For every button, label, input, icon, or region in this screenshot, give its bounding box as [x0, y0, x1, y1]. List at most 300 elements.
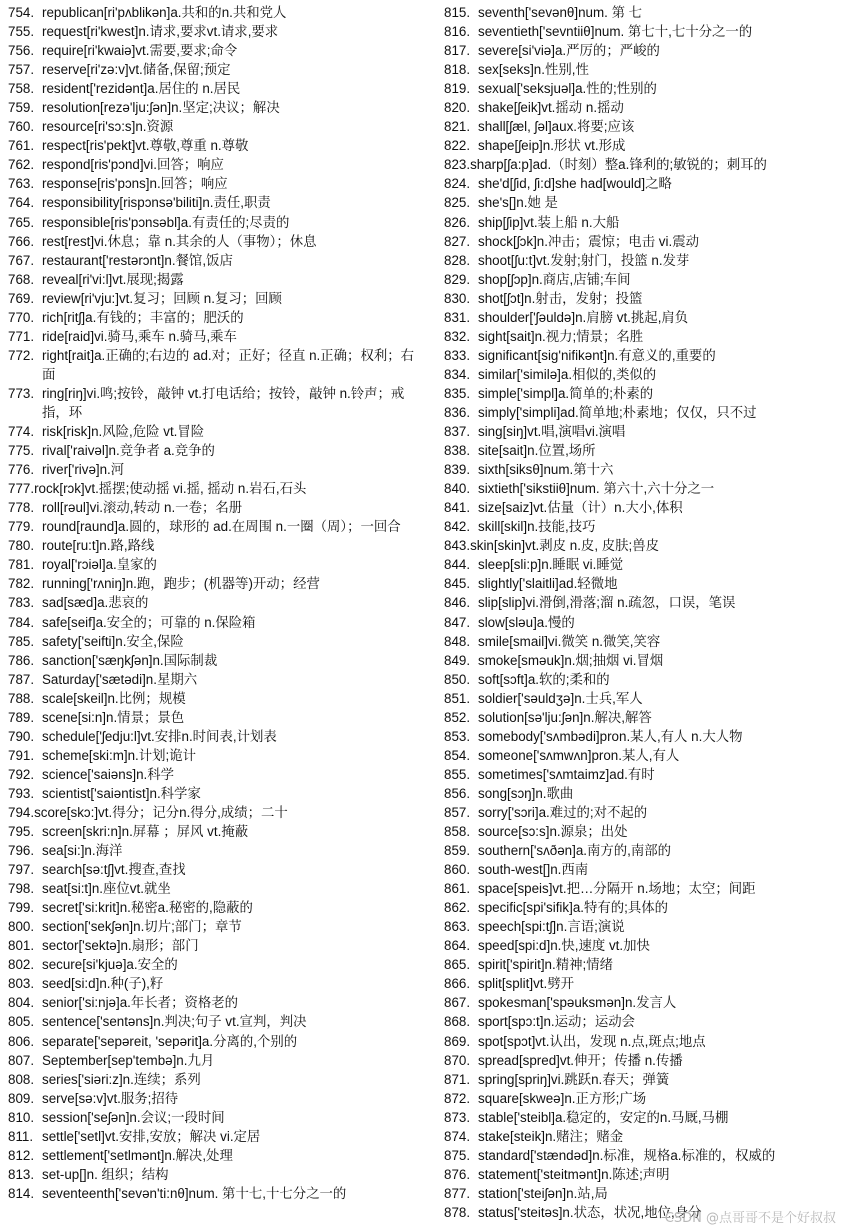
entry-number: 774.: [8, 424, 35, 440]
entry-definition: sight[sait]n.视力;情景；名胜: [478, 328, 644, 344]
entry-number: 852.: [444, 709, 471, 725]
entry-definition: reserve[ri'zə:v]vt.储备,保留;预定: [42, 62, 231, 78]
entry-definition: simple['simpl]a.简单的;朴素的: [478, 385, 654, 401]
entry-definition: shoulder['ʃəuldə]n.肩膀 vt.挑起,肩负: [478, 309, 689, 325]
vocab-entry: [8, 860, 418, 879]
entry-number: 771.: [8, 328, 35, 344]
entry-definition: smile[smail]vi.微笑 n.微笑,笑容: [478, 633, 661, 649]
entry-number: 842.: [444, 519, 471, 535]
entry-definition: split[split]vt.劈开: [478, 976, 574, 992]
vocab-entry: [444, 1012, 840, 1031]
entry-number: 813.: [8, 1166, 35, 1182]
vocab-entry: [444, 632, 840, 651]
entry-definition: spring[spriŋ]vi.跳跃n.春天；弹簧: [478, 1071, 670, 1087]
vocab-entry: [444, 60, 840, 79]
entry-definition: respect[ris'pekt]vt.尊敬,尊重 n.尊敬: [42, 138, 249, 154]
vocab-entry: [8, 765, 418, 784]
vocab-entry: [8, 555, 418, 574]
entry-number: 868.: [444, 1014, 471, 1030]
entry-definition: south-west[]n.西南: [478, 862, 589, 878]
entry-number: 789.: [8, 709, 35, 725]
vocab-entry: [8, 974, 418, 993]
entry-definition: site[sait]n.位置,场所: [478, 443, 596, 459]
entry-number: 798.: [8, 881, 35, 897]
entry-definition: sleep[sli:p]n.睡眠 vi.睡觉: [478, 557, 624, 573]
entry-number: 858.: [444, 824, 471, 840]
vocab-entry: [444, 1070, 840, 1089]
vocab-entry: [444, 1089, 840, 1108]
vocab-entry: [444, 651, 840, 670]
entry-number: 811.: [8, 1128, 34, 1144]
entry-definition: score[skɔ:]vt.得分；记分n.得分,成绩；二十: [34, 804, 288, 820]
entry-number: 870.: [444, 1052, 471, 1068]
entry-number: 853.: [444, 728, 471, 744]
entry-definition: someone['sʌmwʌn]pron.某人,有人: [478, 747, 680, 763]
entry-definition: spot[spɔt]vt.认出，发现 n.点,斑点;地点: [478, 1033, 706, 1049]
entry-definition: request[ri'kwest]n.请求,要求vt.请求,要求: [42, 24, 279, 40]
entry-number: 801.: [8, 938, 35, 954]
entry-definition: slow[sləu]a.慢的: [478, 614, 575, 630]
vocab-entry: [444, 860, 840, 879]
entry-number: 790.: [8, 728, 35, 744]
entry-number: 833.: [444, 347, 471, 363]
entry-definition: reveal[ri'vi:l]vt.展现;揭露: [42, 271, 184, 287]
entry-definition: southern['sʌðən]a.南方的,南部的: [478, 843, 672, 859]
vocab-entry: [8, 632, 418, 651]
vocab-entry: [444, 232, 840, 251]
vocab-entry: [444, 498, 840, 517]
right-word-column: [444, 3, 840, 1222]
vocab-entry: [8, 498, 418, 517]
entry-definition: series['siəri:z]n.连续；系列: [42, 1071, 201, 1087]
entry-number: 761.: [8, 138, 35, 154]
entry-number: 804.: [8, 995, 35, 1011]
entry-definition: safety['seifti]n.安全,保险: [42, 633, 184, 649]
entry-number: 837.: [444, 424, 471, 440]
entry-number: 812.: [8, 1147, 35, 1163]
entry-number: 791.: [8, 747, 35, 763]
vocab-entry: [444, 193, 840, 212]
entry-definition: she's[]n.她 是: [478, 195, 558, 211]
entry-definition: skill[skil]n.技能,技巧: [478, 519, 596, 535]
entry-definition: sing[siŋ]vt.唱,演唱vi.演唱: [478, 424, 626, 440]
entry-definition: sex[seks]n.性别,性: [478, 62, 589, 78]
vocab-entry: [444, 327, 840, 346]
vocab-entry: [444, 174, 840, 193]
entry-number: 830.: [444, 290, 471, 306]
vocab-entry: [8, 784, 418, 803]
entry-definition: running['rʌniŋ]n.跑，跑步；(机器等)开动；经营: [42, 576, 320, 592]
entry-definition: seed[si:d]n.种(子),籽: [42, 976, 164, 992]
vocab-entry: [8, 1032, 418, 1051]
entry-definition: similar['similə]a.相似的,类似的: [478, 366, 657, 382]
entry-number: 758.: [8, 81, 35, 97]
entry-definition: republican[ri'pʌblikən]a.共和的n.共和党人: [42, 5, 287, 20]
entry-definition: respond[ris'pɔnd]vi.回答；响应: [42, 157, 224, 173]
vocab-entry: [444, 308, 840, 327]
entry-definition: scheme[ski:m]n.计划;诡计: [42, 747, 197, 763]
entry-definition: seventh['sevənθ]num. 第 七: [478, 5, 643, 20]
entry-number: 766.: [8, 233, 35, 249]
entry-number: 781.: [8, 557, 35, 573]
vocab-entry: [444, 1146, 840, 1165]
entry-number: 784.: [8, 614, 35, 630]
left-word-column: [8, 3, 418, 1203]
vocab-entry: [444, 441, 840, 460]
entry-number: 760.: [8, 119, 35, 135]
entry-number: 863.: [444, 919, 471, 935]
entry-definition: session['seʃən]n.会议;一段时间: [42, 1109, 225, 1125]
vocab-entry: [444, 479, 840, 498]
entry-number: 794.: [8, 804, 35, 820]
vocab-entry: [444, 1051, 840, 1070]
entry-number: 849.: [444, 652, 471, 668]
entry-number: 795.: [8, 824, 35, 840]
entry-number: 856.: [444, 785, 471, 801]
vocab-entry: [444, 460, 840, 479]
entry-number: 809.: [8, 1090, 35, 1106]
vocab-entry: [444, 98, 840, 117]
vocab-entry: [444, 574, 840, 593]
entry-number: 862.: [444, 900, 471, 916]
entry-definition: specific[spi'sifik]a.特有的;具体的: [478, 900, 669, 916]
entry-number: 836.: [444, 404, 471, 420]
vocab-entry: [444, 3, 840, 22]
entry-number: 832.: [444, 328, 471, 344]
vocab-entry: [8, 213, 418, 232]
entry-definition: river['rivə]n.河: [42, 462, 125, 478]
vocab-entry: [444, 1032, 840, 1051]
entry-number: 772.: [8, 347, 35, 363]
vocab-entry: [8, 460, 418, 479]
vocab-entry: [8, 22, 418, 41]
entry-definition: screen[skri:n]n.屏幕 ；屏风 vt.掩蔽: [42, 824, 249, 840]
entry-definition: rich[ritʃ]a.有钱的；丰富的；肥沃的: [42, 309, 244, 325]
vocab-entry: [444, 879, 840, 898]
entry-definition: skin[skin]vt.剥皮 n.皮, 皮肤;兽皮: [470, 538, 660, 554]
entry-number: 822.: [444, 138, 471, 154]
vocab-entry: [8, 822, 418, 841]
vocab-entry: [444, 822, 840, 841]
entry-definition: she'd[ʃid, ʃi:d]she had[would]之略: [478, 176, 672, 192]
vocab-entry: [8, 136, 418, 155]
entry-number: 839.: [444, 462, 471, 478]
entry-number: 814.: [8, 1185, 35, 1201]
vocab-entry: [8, 1165, 418, 1184]
entry-number: 847.: [444, 614, 471, 630]
entry-definition: schedule['ʃedju:l]vt.安排n.时间表,计划表: [42, 728, 277, 744]
entry-definition: September[sep'tembə]n.九月: [42, 1052, 215, 1068]
vocab-entry: [8, 708, 418, 727]
vocab-entry: [8, 517, 418, 536]
entry-number: 819.: [444, 81, 471, 97]
vocab-entry: [444, 1184, 840, 1203]
vocab-entry: [444, 1108, 840, 1127]
entry-definition: spread[spred]vt.伸开；传播 n.传播: [478, 1052, 683, 1068]
entry-definition: sea[si:]n.海洋: [42, 843, 123, 859]
entry-definition: response[ris'pɔns]n.回答；响应: [42, 176, 228, 192]
entry-definition: significant[sig'nifikənt]n.有意义的,重要的: [478, 347, 716, 363]
entry-number: 764.: [8, 195, 35, 211]
entry-definition: station['steiʃən]n.站,局: [478, 1185, 608, 1201]
entry-number: 871.: [444, 1071, 471, 1087]
entry-number: 844.: [444, 557, 471, 573]
vocab-entry: [8, 1184, 418, 1203]
entry-definition: standard['stændəd]n.标准，规格a.标准的，权威的: [478, 1147, 776, 1163]
vocab-entry: [444, 689, 840, 708]
vocab-entry: [8, 746, 418, 765]
vocab-entry: [444, 936, 840, 955]
entry-definition: risk[risk]n.风险,危险 vt.冒险: [42, 424, 205, 440]
vocab-entry: [8, 917, 418, 936]
vocab-entry: [444, 708, 840, 727]
entry-number: 869.: [444, 1033, 471, 1049]
entry-number: 851.: [444, 690, 471, 706]
entry-definition: right[rait]a.正确的;右边的 ad.对；正好；径直 n.正确；权利；右面: [42, 347, 415, 382]
vocab-entry: [444, 898, 840, 917]
entry-definition: spokesman['spəuksmən]n.发言人: [478, 995, 677, 1011]
vocab-entry: [8, 384, 418, 422]
vocab-entry: [444, 670, 840, 689]
vocab-entry: [444, 1127, 840, 1146]
entry-definition: senior['si:njə]a.年长者；资格老的: [42, 995, 239, 1011]
vocab-entry: [8, 651, 418, 670]
entry-definition: sanction['sæŋkʃən]n.国际制裁: [42, 652, 218, 668]
entry-number: 785.: [8, 633, 35, 649]
entry-definition: resolution[rezə'lju:ʃən]n.坚定;决议；解决: [42, 100, 280, 116]
entry-number: 757.: [8, 62, 35, 78]
entry-number: 878.: [444, 1204, 471, 1220]
entry-definition: require[ri'kwaiə]vt.需要,要求;命令: [42, 43, 238, 59]
entry-number: 775.: [8, 443, 35, 459]
entry-number: 850.: [444, 671, 471, 687]
entry-number: 807.: [8, 1052, 35, 1068]
entry-definition: slightly['slaitli]ad.轻微地: [478, 576, 618, 592]
vocab-entry: [8, 574, 418, 593]
vocab-entry: [8, 193, 418, 212]
entry-definition: restaurant['restərɔnt]n.餐馆,饭店: [42, 252, 233, 268]
entry-number: 762.: [8, 157, 35, 173]
entry-definition: space[speis]vt.把…分隔开 n.场地；太空；间距: [478, 881, 756, 897]
vocab-entry: [8, 479, 418, 498]
entry-definition: separate['sepəreit, 'sepərit]a.分离的,个别的: [42, 1033, 298, 1049]
vocab-entry: [8, 251, 418, 270]
entry-number: 770.: [8, 309, 35, 325]
entry-number: 846.: [444, 595, 471, 611]
entry-number: 823.: [444, 157, 471, 173]
entry-definition: roll[rəul]vi.滚动,转动 n.一卷；名册: [42, 500, 243, 516]
entry-number: 779.: [8, 519, 35, 535]
entry-number: 808.: [8, 1071, 35, 1087]
vocab-entry: [444, 555, 840, 574]
entry-number: 874.: [444, 1128, 471, 1144]
entry-number: 827.: [444, 233, 471, 249]
entry-number: 782.: [8, 576, 35, 592]
vocab-entry: [8, 536, 418, 555]
vocab-entry: [8, 441, 418, 460]
vocab-entry: [8, 879, 418, 898]
entry-definition: sixtieth['sikstiiθ]num. 第六十,六十分之一: [478, 481, 715, 497]
entry-number: 861.: [444, 881, 471, 897]
entry-number: 793.: [8, 785, 35, 801]
entry-definition: seventieth['sevntiiθ]num. 第七十,七十分之一的: [478, 24, 753, 40]
entry-number: 866.: [444, 976, 471, 992]
vocab-entry: [444, 1165, 840, 1184]
vocab-entry: [8, 174, 418, 193]
vocab-entry: [8, 3, 418, 22]
entry-number: 828.: [444, 252, 471, 268]
entry-number: 857.: [444, 804, 471, 820]
entry-definition: safe[seif]a.安全的；可靠的 n.保险箱: [42, 614, 256, 630]
entry-number: 810.: [8, 1109, 35, 1125]
entry-definition: rival['raivəl]n.竞争者 a.竞争的: [42, 443, 215, 459]
entry-definition: shoot[ʃu:t]vt.发射;射门，投篮 n.发芽: [478, 252, 690, 268]
vocab-entry: [444, 993, 840, 1012]
entry-definition: set-up[]n. 组织；结构: [42, 1166, 169, 1182]
vocab-entry: [444, 384, 840, 403]
entry-number: 860.: [444, 862, 471, 878]
vocab-entry: [8, 60, 418, 79]
vocab-entry: [444, 346, 840, 365]
entry-number: 873.: [444, 1109, 471, 1125]
vocab-entry: [444, 746, 840, 765]
entry-number: 855.: [444, 766, 471, 782]
entry-definition: scale[skeil]n.比例；规模: [42, 690, 186, 706]
entry-number: 877.: [444, 1185, 471, 1201]
entry-definition: ship[ʃip]vt.装上船 n.大船: [478, 214, 620, 230]
entry-number: 824.: [444, 176, 471, 192]
entry-definition: rest[rest]vi.休息；靠 n.其余的人（事物）；休息: [42, 233, 317, 249]
entry-number: 835.: [444, 385, 471, 401]
vocab-entry: [8, 1146, 418, 1165]
entry-number: 767.: [8, 252, 35, 268]
entry-number: 864.: [444, 938, 471, 954]
entry-number: 792.: [8, 766, 35, 782]
entry-definition: serve[sə:v]vt.服务;招待: [42, 1090, 179, 1106]
vocab-entry: [8, 327, 418, 346]
entry-number: 778.: [8, 500, 35, 516]
vocab-entry: [444, 213, 840, 232]
vocab-entry: [444, 22, 840, 41]
vocab-entry: [8, 117, 418, 136]
entry-number: 756.: [8, 43, 35, 59]
vocab-entry: [8, 993, 418, 1012]
entry-definition: scene[si:n]n.情景；景色: [42, 709, 185, 725]
entry-definition: Saturday['sætədi]n.星期六: [42, 671, 198, 687]
entry-number: 787.: [8, 671, 35, 687]
entry-definition: seventeenth['sevən'ti:nθ]num. 第十七,十七分之一的: [42, 1185, 347, 1201]
entry-number: 788.: [8, 690, 35, 706]
entry-definition: somebody['sʌmbədi]pron.某人,有人 n.大人物: [478, 728, 743, 744]
vocab-entry: [444, 41, 840, 60]
entry-number: 780.: [8, 538, 35, 554]
entry-number: 796.: [8, 843, 35, 859]
entry-definition: speech[spi:tʃ]n.言语;演说: [478, 919, 625, 935]
entry-number: 818.: [444, 62, 471, 78]
entry-definition: search[sə:tʃ]vt.搜查,查找: [42, 862, 186, 878]
vocab-entry: [444, 955, 840, 974]
entry-number: 859.: [444, 843, 471, 859]
entry-definition: spirit['spirit]n.精神;情绪: [478, 957, 613, 973]
entry-definition: resident['rezidənt]a.居住的 n.居民: [42, 81, 241, 97]
entry-definition: shake[ʃeik]vt.摇动 n.摇动: [478, 100, 624, 116]
entry-definition: round[raund]a.圆的，球形的 ad.在周围 n.一圈（周）；一回合: [42, 519, 401, 535]
entry-number: 838.: [444, 443, 471, 459]
entry-number: 803.: [8, 976, 35, 992]
vocab-entry: [444, 784, 840, 803]
entry-definition: status['steitəs]n.状态，状况,地位,身分: [478, 1204, 702, 1220]
vocab-entry: [8, 346, 418, 384]
entry-definition: sixth[siksθ]num.第十六: [478, 462, 614, 478]
entry-definition: sorry['sɔri]a.难过的;对不起的: [478, 804, 648, 820]
entry-number: 872.: [444, 1090, 471, 1106]
vocab-entry: [8, 613, 418, 632]
vocab-entry: [8, 841, 418, 860]
entry-definition: severe[si'viə]a.严厉的；严峻的: [478, 43, 660, 59]
vocab-entry: [8, 270, 418, 289]
entry-definition: ring[riŋ]vi.鸣;按铃，敲钟 vt.打电话给；按铃，敲钟 n.铃声；戒指，环: [42, 385, 405, 420]
entry-definition: settle['setl]vt.安排,安放；解决 vi.定居: [42, 1128, 261, 1144]
entry-definition: shot[ʃɔt]n.射击，发射；投篮: [478, 290, 643, 306]
entry-definition: sentence['sentəns]n.判决;句子 vt.宣判，判决: [42, 1014, 307, 1030]
vocab-entry: [444, 727, 840, 746]
entry-number: 845.: [444, 576, 471, 592]
vocab-entry: [8, 593, 418, 612]
entry-number: 854.: [444, 747, 471, 763]
entry-number: 848.: [444, 633, 471, 649]
entry-definition: song[sɔŋ]n.歌曲: [478, 785, 574, 801]
entry-number: 843.: [444, 538, 471, 554]
entry-definition: resource[ri'sɔ:s]n.资源: [42, 119, 174, 135]
entry-number: 829.: [444, 271, 471, 287]
entry-number: 875.: [444, 1147, 471, 1163]
entry-definition: ride[raid]vi.骑马,乘车 n.骑马,乘车: [42, 328, 237, 344]
entry-definition: science['saiəns]n.科学: [42, 766, 175, 782]
vocab-entry: [444, 613, 840, 632]
entry-number: 820.: [444, 100, 471, 116]
vocab-entry: [444, 974, 840, 993]
vocab-entry: [444, 403, 840, 422]
entry-definition: stable['steibl]a.稳定的，安定的n.马厩,马棚: [478, 1109, 729, 1125]
entry-definition: sport[spɔ:t]n.运动；运动会: [478, 1014, 635, 1030]
entry-definition: seat[si:t]n.座位vt.就坐: [42, 881, 171, 897]
entry-number: 816.: [444, 24, 471, 40]
entry-definition: speed[spi:d]n.快,速度 vt.加快: [478, 938, 650, 954]
vocab-entry: [8, 98, 418, 117]
vocab-entry: [8, 232, 418, 251]
vocab-entry: [8, 1012, 418, 1031]
vocab-entry: [444, 251, 840, 270]
entry-number: 768.: [8, 271, 35, 287]
vocab-entry: [8, 41, 418, 60]
vocab-entry: [444, 803, 840, 822]
entry-definition: responsible[ris'pɔnsəbl]a.有责任的;尽责的: [42, 214, 290, 230]
entry-number: 777.: [8, 481, 35, 497]
entry-definition: shall[ʃæl, ʃəl]aux.将要;应该: [478, 119, 635, 135]
entry-definition: statement['steitmənt]n.陈述;声明: [478, 1166, 670, 1182]
entry-definition: responsibility[rispɔnsə'biliti]n.责任,职责: [42, 195, 271, 211]
entry-number: 759.: [8, 100, 35, 116]
entry-number: 806.: [8, 1033, 35, 1049]
vocab-entry: [8, 936, 418, 955]
entry-number: 805.: [8, 1014, 35, 1030]
entry-definition: source[sɔ:s]n.源泉；出处: [478, 824, 628, 840]
entry-number: 802.: [8, 957, 35, 973]
vocab-entry: [8, 898, 418, 917]
vocab-entry: [444, 79, 840, 98]
entry-number: 755.: [8, 24, 35, 40]
vocab-entry: [8, 689, 418, 708]
